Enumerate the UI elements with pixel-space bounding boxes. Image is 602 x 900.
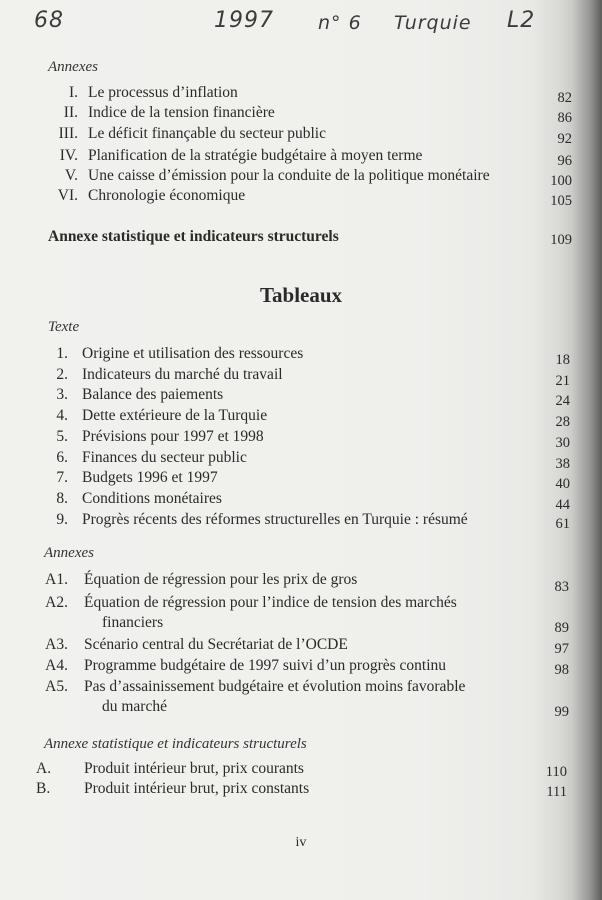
- stat-tables-heading: Annexe statistique et indicateurs structurels: [44, 736, 307, 752]
- annexe-statistique-row[interactable]: [0, 228, 602, 250]
- annexe-statistique-title: Annexe statistique et indicateurs structurels: [48, 228, 339, 245]
- stat-table-page: 111: [546, 784, 567, 800]
- table-number: 5.: [56, 428, 68, 445]
- annex-table-number: A4.: [45, 657, 68, 674]
- table-title: Dette extérieure de la Turquie: [82, 407, 268, 424]
- annex-table-title: Équation de régression pour l’indice de tension des marchés: [84, 594, 457, 611]
- annex-row-3[interactable]: [0, 125, 602, 147]
- table-title: Finances du secteur public: [82, 449, 247, 466]
- table-page: 38: [555, 456, 570, 472]
- annex-table-title: Pas d’assainissement budgétaire et évolution moins favorable: [84, 678, 466, 695]
- annex-row-6[interactable]: [0, 187, 602, 209]
- table-number: 3.: [56, 386, 68, 403]
- table-row-1[interactable]: [0, 345, 602, 367]
- annexes-heading: Annexes: [48, 59, 98, 75]
- stat-table-title: Produit intérieur brut, prix constants: [84, 780, 310, 797]
- stat-table-page: 110: [545, 764, 567, 780]
- handwritten-issue: n° 6: [318, 12, 362, 34]
- table-row-7[interactable]: [0, 469, 602, 491]
- annex-number: V.: [64, 167, 78, 184]
- table-row-4[interactable]: [0, 407, 602, 429]
- annex-table-number: A1.: [45, 571, 68, 588]
- handwritten-page-number: 68: [34, 8, 64, 33]
- annex-table-title: Programme budgétaire de 1997 suivi d’un progrès continu: [84, 657, 447, 674]
- page-footer-number: iv: [295, 835, 307, 850]
- annex-table-number: A2.: [45, 594, 68, 611]
- table-number: 8.: [56, 490, 68, 507]
- annex-page: 100: [550, 173, 572, 189]
- annex-row-2[interactable]: [0, 104, 602, 126]
- tableaux-annexes-heading: Annexes: [44, 545, 94, 561]
- annex-title: Le processus d’inflation: [88, 84, 238, 101]
- table-page: 44: [555, 497, 570, 513]
- annex-number: I.: [68, 84, 78, 101]
- table-number: 2.: [56, 366, 68, 383]
- annex-title: Indice de la tension financière: [88, 104, 275, 121]
- annex-table-row-3[interactable]: [0, 636, 602, 658]
- annex-page: 86: [557, 110, 572, 126]
- table-row-3[interactable]: [0, 386, 602, 408]
- annex-number: IV.: [59, 147, 78, 164]
- annex-table-row-1[interactable]: [0, 571, 602, 593]
- table-title: Balance des paiements: [82, 386, 224, 403]
- table-page: 40: [555, 476, 570, 492]
- stat-table-title: Produit intérieur brut, prix courants: [84, 760, 304, 777]
- table-row-2[interactable]: [0, 366, 602, 388]
- table-number: 7.: [56, 469, 68, 486]
- handwritten-code: L2: [507, 8, 536, 33]
- annex-table-page: 99: [554, 704, 569, 720]
- annex-table-row-2[interactable]: [0, 594, 602, 638]
- table-title: Progrès récents des réformes structurelles en Turquie : résumé: [82, 511, 468, 528]
- table-number: 6.: [56, 449, 68, 466]
- stat-table-row-a[interactable]: [0, 760, 602, 782]
- table-page: 24: [555, 393, 570, 409]
- annex-table-row-4[interactable]: [0, 657, 602, 679]
- annex-number: II.: [63, 104, 78, 121]
- annex-table-number: A5.: [45, 678, 68, 695]
- annex-title: Chronologie économique: [88, 187, 246, 204]
- annex-table-number: A3.: [45, 636, 68, 653]
- handwritten-year: 1997: [214, 8, 274, 33]
- annex-page: 105: [550, 193, 572, 209]
- annex-table-title: Scénario central du Secrétariat de l’OCDE: [84, 636, 348, 653]
- table-page: 28: [555, 414, 570, 430]
- annex-table-row-5[interactable]: [0, 678, 602, 728]
- annex-table-page: 98: [554, 662, 569, 678]
- texte-heading: Texte: [48, 319, 80, 335]
- table-page: 21: [555, 373, 570, 389]
- annex-page: 82: [557, 90, 572, 106]
- table-number: 4.: [56, 407, 68, 424]
- table-title: Budgets 1996 et 1997: [82, 469, 218, 486]
- table-page: 18: [555, 352, 570, 368]
- annex-table-title: Équation de régression pour les prix de gros: [84, 571, 358, 588]
- annex-row-1[interactable]: [0, 84, 602, 106]
- annex-title: Le déficit finançable du secteur public: [88, 125, 326, 142]
- tableaux-title: Tableaux: [259, 283, 343, 307]
- page-edge-shadow: [572, 0, 602, 900]
- annex-number: III.: [58, 125, 78, 142]
- annex-table-page: 89: [554, 620, 569, 636]
- annex-number: VI.: [57, 187, 78, 204]
- handwritten-country: Turquie: [394, 12, 472, 34]
- table-page: 30: [555, 435, 570, 451]
- table-number: 9.: [56, 511, 68, 528]
- annex-table-title-continued: financiers: [102, 614, 164, 631]
- table-title: Origine et utilisation des ressources: [82, 345, 304, 362]
- annex-row-5[interactable]: [0, 167, 602, 189]
- annex-page: 96: [557, 153, 572, 169]
- stat-table-letter: A.: [36, 760, 52, 777]
- table-row-8[interactable]: [0, 490, 602, 512]
- table-title: Prévisions pour 1997 et 1998: [82, 428, 264, 445]
- table-row-5[interactable]: [0, 428, 602, 450]
- table-title: Indicateurs du marché du travail: [82, 366, 283, 383]
- table-page: 61: [555, 516, 570, 532]
- annex-page: 92: [557, 131, 572, 147]
- table-row-9[interactable]: [0, 511, 602, 533]
- annex-table-page: 83: [554, 579, 569, 595]
- annex-title: Planification de la stratégie budgétaire à moyen terme: [88, 147, 423, 164]
- annexe-statistique-page: 109: [550, 232, 572, 248]
- stat-table-row-b[interactable]: [0, 780, 602, 802]
- annex-table-title-continued: du marché: [102, 698, 167, 715]
- annex-table-page: 97: [554, 641, 569, 657]
- annex-row-4[interactable]: [0, 147, 602, 169]
- stat-table-letter: B.: [36, 780, 51, 797]
- annex-title: Une caisse d’émission pour la conduite de la politique monétaire: [88, 167, 490, 184]
- table-number: 1.: [56, 345, 68, 362]
- table-title: Conditions monétaires: [82, 490, 222, 507]
- table-row-6[interactable]: [0, 449, 602, 471]
